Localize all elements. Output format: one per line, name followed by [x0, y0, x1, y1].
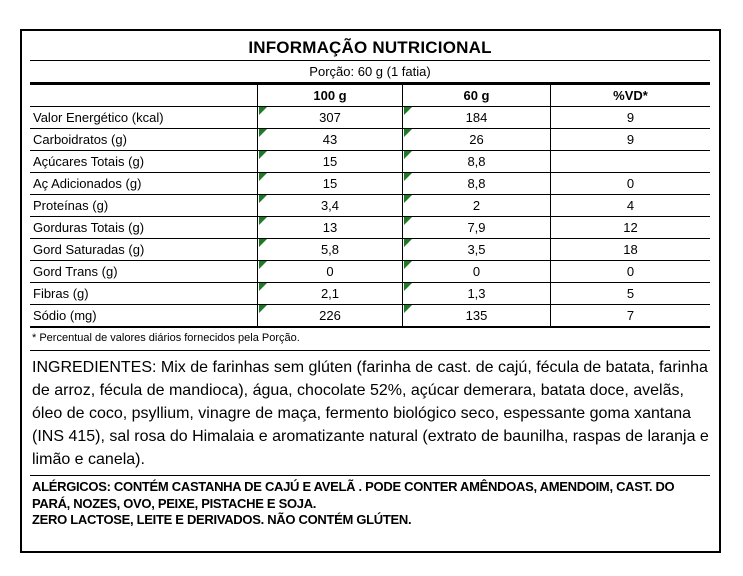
value-percent-dv: 0 [550, 261, 710, 283]
nutrient-name: Proteínas (g) [30, 195, 257, 217]
table-row [30, 129, 710, 151]
nutrient-name: Gord Trans (g) [30, 261, 257, 283]
nutrition-table-body [30, 107, 710, 327]
value-per-60g: 8,8 [402, 173, 550, 195]
nutrient-name: Valor Energético (kcal) [30, 107, 257, 129]
title-row [30, 31, 710, 61]
header-cell-100g: 100 g [257, 85, 402, 107]
nutrition-label-content [30, 31, 710, 529]
table-row [30, 173, 710, 195]
table-row [30, 261, 710, 283]
nutrient-name: Sódio (mg) [30, 305, 257, 328]
nutrient-name: Fibras (g) [30, 283, 257, 305]
cell-flag-icon [259, 283, 267, 291]
nutrient-name: Aç Adicionados (g) [30, 173, 257, 195]
nutrient-name: Carboidratos (g) [30, 129, 257, 151]
cell-flag-icon [404, 217, 412, 225]
value-per-100g: 0 [257, 261, 402, 283]
value-percent-dv: 12 [550, 217, 710, 239]
cell-flag-icon [404, 107, 412, 115]
value-percent-dv: 4 [550, 195, 710, 217]
value-per-100g: 13 [257, 217, 402, 239]
value-per-60g: 7,9 [402, 217, 550, 239]
table-row [30, 217, 710, 239]
allergens-block [30, 476, 710, 529]
value-per-100g: 5,8 [257, 239, 402, 261]
value-per-100g: 307 [257, 107, 402, 129]
value-per-100g: 3,4 [257, 195, 402, 217]
value-per-60g: 0 [402, 261, 550, 283]
cell-flag-icon [259, 173, 267, 181]
header-cell-blank [30, 85, 257, 107]
value-percent-dv: 18 [550, 239, 710, 261]
value-percent-dv: 9 [550, 129, 710, 151]
allergens-free-from-text: ZERO LACTOSE, LEITE E DERIVADOS. NÃO CONTÉM GLÚTEN. [32, 512, 412, 527]
table-row [30, 195, 710, 217]
table-row [30, 305, 710, 327]
table-header-row [30, 85, 710, 107]
nutrient-name: Gorduras Totais (g) [30, 217, 257, 239]
value-per-60g: 184 [402, 107, 550, 129]
table-row [30, 107, 710, 129]
value-percent-dv [550, 151, 710, 173]
value-per-100g: 226 [257, 305, 402, 328]
cell-flag-icon [404, 129, 412, 137]
value-per-100g: 15 [257, 173, 402, 195]
cell-flag-icon [404, 261, 412, 269]
cell-flag-icon [404, 283, 412, 291]
cell-flag-icon [259, 239, 267, 247]
cell-flag-icon [404, 173, 412, 181]
cell-flag-icon [404, 305, 412, 313]
value-per-60g: 8,8 [402, 151, 550, 173]
value-percent-dv: 9 [550, 107, 710, 129]
cell-flag-icon [404, 151, 412, 159]
table-row [30, 239, 710, 261]
value-percent-dv: 0 [550, 173, 710, 195]
cell-flag-icon [404, 195, 412, 203]
nutrition-label-box [20, 29, 721, 553]
nutrient-name: Açúcares Totais (g) [30, 151, 257, 173]
cell-flag-icon [404, 239, 412, 247]
value-percent-dv: 5 [550, 283, 710, 305]
value-per-100g: 15 [257, 151, 402, 173]
cell-flag-icon [259, 195, 267, 203]
page-title: INFORMAÇÃO NUTRICIONAL [248, 38, 492, 57]
value-per-100g: 2,1 [257, 283, 402, 305]
cell-flag-icon [259, 151, 267, 159]
cell-flag-icon [259, 305, 267, 313]
table-row [30, 151, 710, 173]
header-cell-60g: 60 g [402, 85, 550, 107]
cell-flag-icon [259, 129, 267, 137]
nutrient-name: Gord Saturadas (g) [30, 239, 257, 261]
value-per-60g: 135 [402, 305, 550, 328]
allergens-contains-text: ALÉRGICOS: CONTÉM CASTANHA DE CAJÚ E AVELÃ . PODE CONTER AMÊNDOAS, AMENDOIM, CAST. DO PARÁ, NOZES, OVO, PEIXE, PISTACHE E SOJA. [32, 479, 675, 511]
serving-size-row: Porção: 60 g (1 fatia) [30, 61, 710, 85]
cell-flag-icon [259, 261, 267, 269]
daily-value-footnote: * Percentual de valores diários fornecidos pela Porção. [30, 327, 710, 351]
value-per-60g: 26 [402, 129, 550, 151]
value-per-60g: 2 [402, 195, 550, 217]
value-per-60g: 3,5 [402, 239, 550, 261]
cell-flag-icon [259, 217, 267, 225]
table-row [30, 283, 710, 305]
ingredients-paragraph: INGREDIENTES: Mix de farinhas sem glúten (farinha de cast. de cajú, fécula de batata, farinha de arroz, fécula de mandioca), água, chocolate 52%, açúcar demerara, batata doce, avelãs, óleo de coco, psyllium, vinagre de maça, fermento biológico seco, espessante goma xantana (INS 415), sal rosa do Himalaia e aromatizante natural (extrato de baunilha, raspas de laranja e limão e canela). [30, 351, 710, 476]
cell-flag-icon [259, 107, 267, 115]
header-cell-vd: %VD* [550, 85, 710, 107]
value-percent-dv: 7 [550, 305, 710, 328]
value-per-100g: 43 [257, 129, 402, 151]
value-per-60g: 1,3 [402, 283, 550, 305]
